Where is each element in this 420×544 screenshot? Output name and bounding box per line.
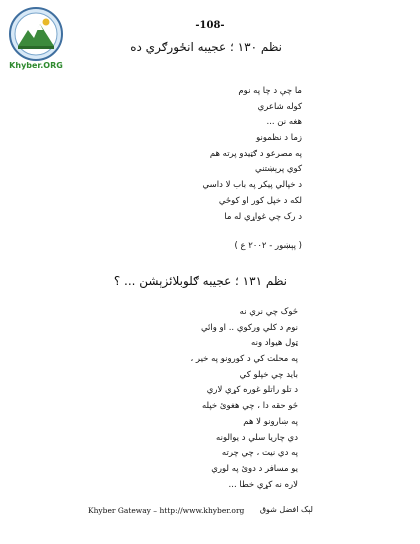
- poem-line: دي چاريا سلي د يوالونه: [216, 432, 298, 443]
- footer-author: لېک افضل شوق: [259, 505, 313, 514]
- poem-line: لکه د خپل کور او کوځي: [218, 195, 302, 206]
- poem-line: د تلو راتلو غوره کړي لاري: [206, 385, 298, 396]
- poem-line: بايد چي خپلو کي: [239, 369, 298, 380]
- poem-line: هغه نن ...: [266, 117, 302, 128]
- poem-line: په ښارونو لا هم: [243, 416, 298, 427]
- khyber-logo: [8, 6, 64, 62]
- poem-line: د خپالي پيکر په باب لا داسي: [202, 180, 302, 191]
- poem-line: په مصرعو د ګټيدو پرته هم: [209, 148, 302, 159]
- poem-line: کوي پرېښتني: [254, 164, 302, 175]
- poem-line: زما د نظمونو: [256, 133, 302, 144]
- poem-line: په محلت کي د کورونو په خير ،: [190, 354, 298, 365]
- poem-line: ټول هيواد ونه: [251, 338, 298, 349]
- poem-line: لاره نه کړي خطا ...: [228, 479, 298, 490]
- poem-line: يو مسافر د دوئ په لوري: [211, 463, 298, 474]
- poem-131-body: [190, 305, 298, 493]
- poem-line: د رک چي غواړي له ما: [224, 211, 302, 222]
- poem-130-title: نظم ۱۳۰ ؛ عجيبه انځورګري ده: [130, 40, 282, 54]
- footer-website: Khyber Gateway – http://www.khyber.org: [88, 506, 245, 515]
- poem-line: څوک چي نري نه: [239, 307, 298, 317]
- poem-130-body: [203, 84, 302, 225]
- poem-line: په دي نيت ، چي چرته: [221, 448, 298, 459]
- place-date: ( پېښور - ۲۰۰۲ ع ): [234, 241, 302, 251]
- poem-line: څو حقه دا ، چي هغوئ خپله: [201, 401, 298, 412]
- poem-line: نوم د کلي ورکوي .. او وائي: [200, 322, 298, 333]
- poem-line: کوله شاعري: [257, 101, 302, 112]
- logo-text: Khyber.ORG: [9, 61, 63, 70]
- page-number: -108-: [195, 20, 225, 31]
- poem-131-title: نظم ۱۳۱ ؛ عجيبه ګلوبلائزېشن ... ؟: [113, 274, 287, 288]
- poem-line: ما چې د چا په نوم: [238, 86, 302, 96]
